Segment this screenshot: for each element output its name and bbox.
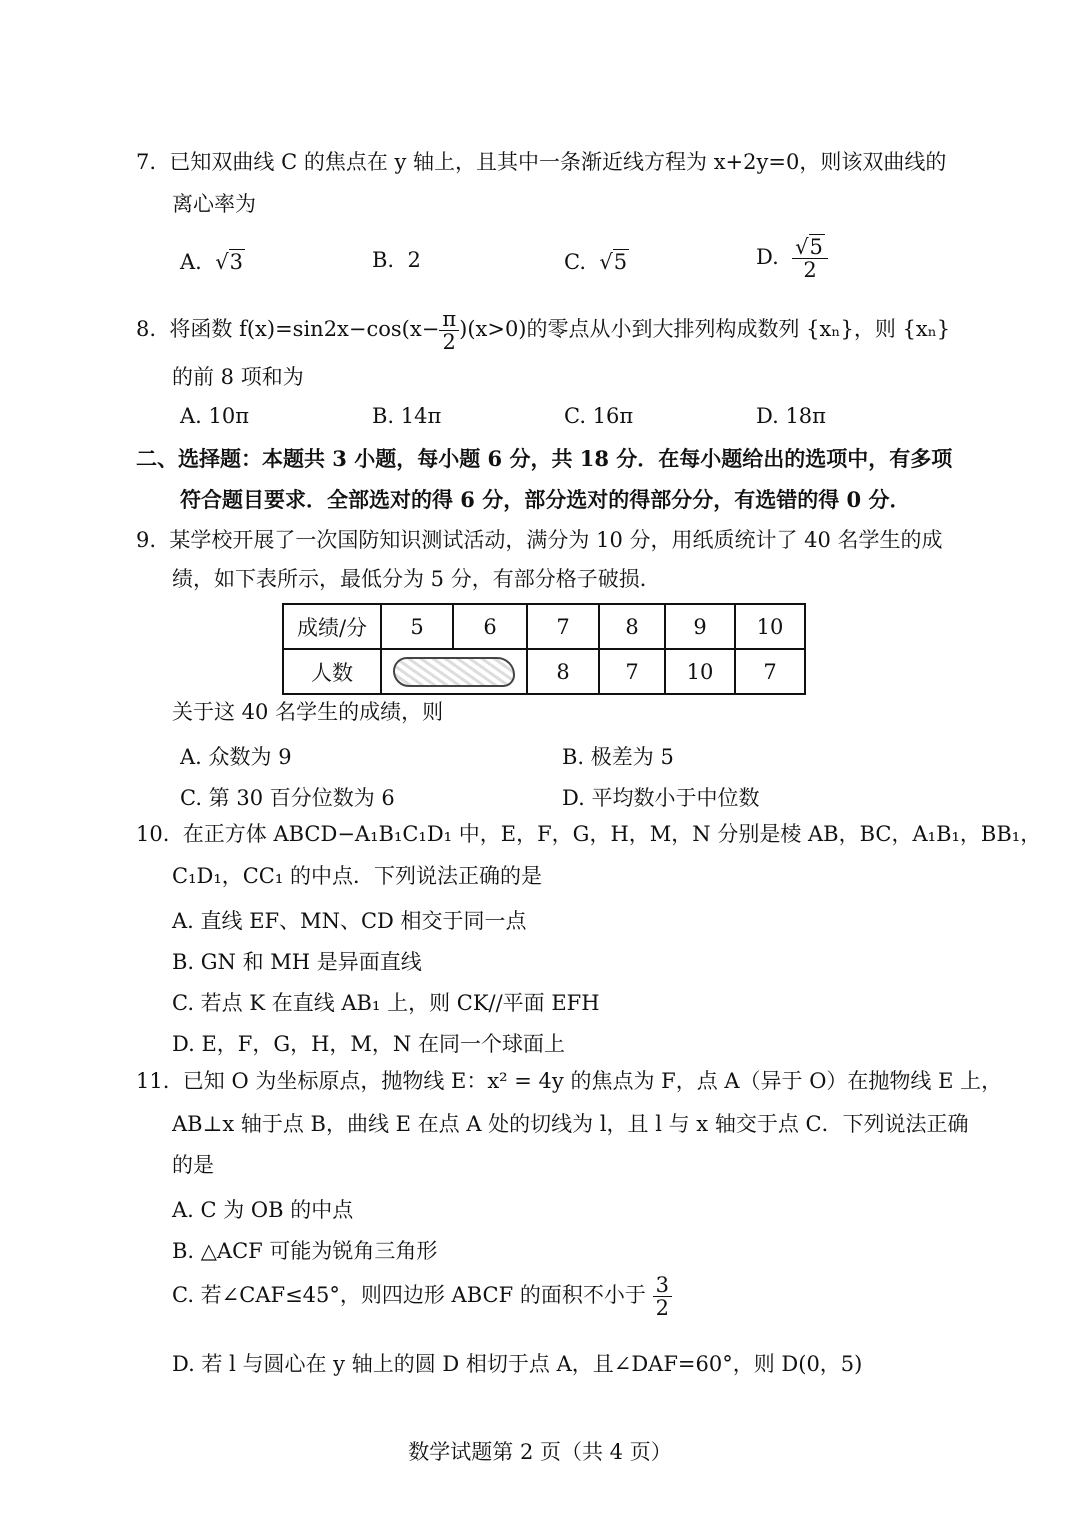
q11-option-d: D. 若 l 与圆心在 y 轴上的圆 D 相切于点 A，且∠DAF=60°，则 D(0，5) [172, 1352, 863, 1376]
q7-line2: 离心率为 [172, 192, 256, 216]
damaged-cell [381, 649, 527, 694]
section2-heading-line1: 二、选择题：本题共 3 小题，每小题 6 分，共 18 分．在每小题给出的选项中，有多项 [136, 446, 953, 471]
q11-line3: 的是 [172, 1153, 214, 1177]
q9-option-b: B. 极差为 5 [562, 745, 674, 769]
q7-line1 [136, 150, 946, 175]
q10-option-a: A. 直线 EF、MN、CD 相交于同一点 [172, 909, 527, 933]
q9-option-a: A. 众数为 9 [180, 745, 292, 769]
fraction: $\frac{√5}{2}$ [792, 236, 828, 281]
q10-line2: C₁D₁，CC₁ 的中点．下列说法正确的是 [172, 864, 542, 888]
smudge-mark [393, 657, 515, 687]
fraction: $\frac{3}{2}$ [653, 1274, 672, 1319]
q9-number: 9. [136, 528, 157, 552]
q10-option-c: C. 若点 K 在直线 AB₁ 上，则 CK//平面 EFH [172, 991, 600, 1015]
table-cell: 8 [599, 604, 665, 649]
q8-number: 8. [136, 317, 157, 342]
page-footer: 数学试题第 2 页（共 4 页） [408, 1440, 672, 1464]
sqrt-symbol: √5 [599, 250, 628, 274]
table-header-label: 成绩/分 [283, 604, 381, 649]
q7-number: 7. [136, 150, 157, 174]
table-cell: 7 [735, 649, 805, 694]
q11-option-b: B. △ACF 可能为锐角三角形 [172, 1239, 438, 1263]
q10-line1: 10. 在正方体 ABCD−A₁B₁C₁D₁ 中，E，F，G，H，M，N 分别是棱 AB，BC，A₁B₁，BB₁， [136, 822, 1042, 846]
q8-line1: 8. 将函数 f(x)=sin2x−cos(x− $\frac{\pi}{2}$ )(x>0)的零点从小到大排列构成数列 {xₙ}，则 {xₙ} [136, 307, 951, 355]
table-cell: 5 [381, 604, 453, 649]
q8-option-b: B. 14π [372, 404, 442, 428]
q9-option-c: C. 第 30 百分位数为 6 [180, 786, 395, 810]
q11-line2: AB⊥x 轴于点 B，曲线 E 在点 A 处的切线为 l，且 l 与 x 轴交于点 C．下列说法正确 [172, 1112, 969, 1136]
q8-line2: 的前 8 项和为 [172, 365, 304, 389]
q11-line1: 11. 已知 O 为坐标原点，抛物线 E：x² = 4y 的焦点为 F，点 A（异于 O）在抛物线 E 上， [136, 1069, 1003, 1093]
sqrt-symbol: √3 [215, 250, 243, 274]
q7-option-b: B. 2 [372, 248, 421, 272]
section2-heading-line2: 符合题目要求．全部选对的得 6 分，部分选对的得部分分，有选错的得 0 分． [180, 487, 911, 512]
q8-option-a: A. 10π [180, 404, 250, 428]
q9-after: 关于这 40 名学生的成绩，则 [172, 700, 444, 724]
q11-number: 11. [136, 1069, 170, 1093]
q9-line1: 9. 某学校开展了一次国防知识测试活动，满分为 10 分，用纸质统计了 40 名学生的成 [136, 528, 943, 552]
table-row-label: 人数 [283, 649, 381, 694]
q7-option-c: C. √5 [564, 250, 628, 274]
q10-option-d: D. E，F，G，H，M，N 在同一个球面上 [172, 1032, 565, 1056]
table-cell: 9 [665, 604, 735, 649]
q11-option-a: A. C 为 OB 的中点 [172, 1198, 354, 1222]
table-cell: 7 [527, 604, 599, 649]
table-cell: 10 [735, 604, 805, 649]
table-row-header [283, 604, 805, 649]
table-cell: 8 [527, 649, 599, 694]
score-table [282, 603, 806, 695]
q10-number: 10. [136, 822, 170, 846]
pi-fraction: $\frac{\pi}{2}$ [439, 308, 459, 353]
q8-option-d: D. 18π [756, 404, 826, 428]
q11-option-c: C. 若∠CAF≤45°，则四边形 ABCF 的面积不小于 $\frac{3}{2}$ [172, 1274, 672, 1319]
table-cell: 7 [599, 649, 665, 694]
q10-option-b: B. GN 和 MH 是异面直线 [172, 950, 422, 974]
q7-option-d: D. $\frac{√5}{2}$ [756, 236, 828, 281]
table-row-counts [283, 649, 805, 694]
q9-option-d: D. 平均数小于中位数 [562, 786, 760, 810]
q7-option-a: A. √3 [180, 250, 243, 274]
table-cell: 6 [453, 604, 527, 649]
q9-line2: 绩，如下表所示，最低分为 5 分，有部分格子破损． [172, 567, 661, 591]
q8-option-c: C. 16π [564, 404, 634, 428]
table-cell: 10 [665, 649, 735, 694]
q7-text: 已知双曲线 C 的焦点在 y 轴上，且其中一条渐近线方程为 x+2y=0，则该双曲线的 [169, 150, 947, 174]
